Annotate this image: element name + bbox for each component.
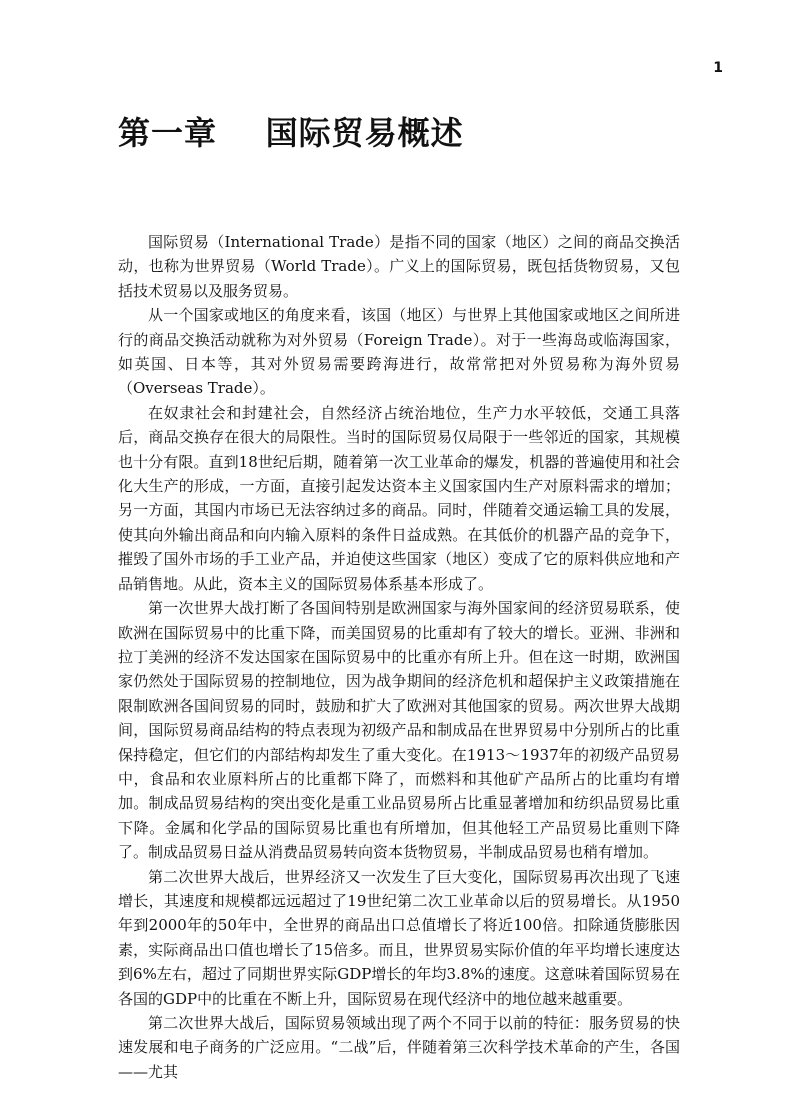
paragraph-ww1: 第一次世界大战打断了各国间特别是欧洲国家与海外国家间的经济贸易联系，使欧洲在国际贸易中的比重下降，而美国贸易的比重却有了较大的增长。亚洲、非洲和拉丁美洲的经济不发达国家在国际贸易中的比重亦有所上升。但在这一时期，欧洲国家仍然处于国际贸易的控制地位，因为战争期间的经济危机和超保护主义政策措施在限制欧洲各国间贸易的同时，鼓励和扩大了欧洲对其他国家的贸易。两次世界大战期间，国际贸易商品结构的特点表现为初级产品和制成品在世界贸易中分别所占的比重保持稳定，但它们的内部结构却发生了重大变化。在1913～1937年的初级产品贸易中，食品和农业原料所占的比重都下降了，而燃料和其他矿产品所占的比重均有增加。制成品贸易结构的突出变化是重工业品贸易所占比重显著增加和纺织品贸易比重下降。金属和化学品的国际贸易比重也有所增加，但其他轻工产品贸易比重则下降了。制成品贸易日益从消费品贸易转向资本货物贸易，半制成品贸易也稍有增加。 — [118, 599, 680, 862]
chapter-title: 第一章 国际贸易概述 — [118, 114, 464, 152]
paragraph-new-features: 第二次世界大战后，国际贸易领域出现了两个不同于以前的特征：服务贸易的快速发展和电子商务的广泛应用。“二战”后，伴随着第三次科学技术革命的产生，各国——尤其 — [118, 1014, 680, 1081]
paragraph-history-feudal: 在奴隶社会和封建社会，自然经济占统治地位，生产力水平较低，交通工具落后，商品交换存在很大的局限性。当时的国际贸易仅局限于一些邻近的国家，其规模也十分有限。直到18世纪后期，随着第一次工业革命的爆发，机器的普遍使用和社会化大生产的形成，一方面，直接引起发达资本主义国家国内生产对原料需求的增加；另一方面，其国内市场已无法容纳过多的商品。同时，伴随着交通运输工具的发展，使其向外输出商品和向内输入原料的条件日益成熟。在其低价的机器产品的竞争下，摧毁了国外市场的手工业产品，并迫使这些国家（地区）变成了它的原料供应地和产品销售地。从此，资本主义的国际贸易体系基本形成了。 — [118, 403, 680, 593]
page-number: 1 — [713, 60, 723, 76]
paragraph-foreign-trade: 从一个国家或地区的角度来看，该国（地区）与世界上其他国家或地区之间所进行的商品交换活动就称为对外贸易（Foreign Trade）。对于一些海岛或临海国家，如英国、日本等，其对外贸易需要跨海进行，故常常把对外贸易称为海外贸易（Overseas Trade）。 — [118, 306, 680, 398]
body-text — [118, 230, 680, 1084]
paragraph-definition: 国际贸易（International Trade）是指不同的国家（地区）之间的商品交换活动，也称为世界贸易（World Trade）。广义上的国际贸易，既包括货物贸易，又包括技术贸易以及服务贸易。 — [118, 233, 680, 300]
paragraph-post-ww2: 第二次世界大战后，世界经济又一次发生了巨大变化，国际贸易再次出现了飞速增长，其速度和规模都远远超过了19世纪第二次工业革命以后的贸易增长。从1950年到2000年的50年中，全世界的商品出口总值增长了将近100倍。扣除通货膨胀因素，实际商品出口值也增长了15倍多。而且，世界贸易实际价值的年平均增长速度达到6%左右，超过了同期世界实际GDP增长的年均3.8%的速度。这意味着国际贸易在各国的GDP中的比重在不断上升，国际贸易在现代经济中的地位越来越重要。 — [118, 867, 680, 1008]
